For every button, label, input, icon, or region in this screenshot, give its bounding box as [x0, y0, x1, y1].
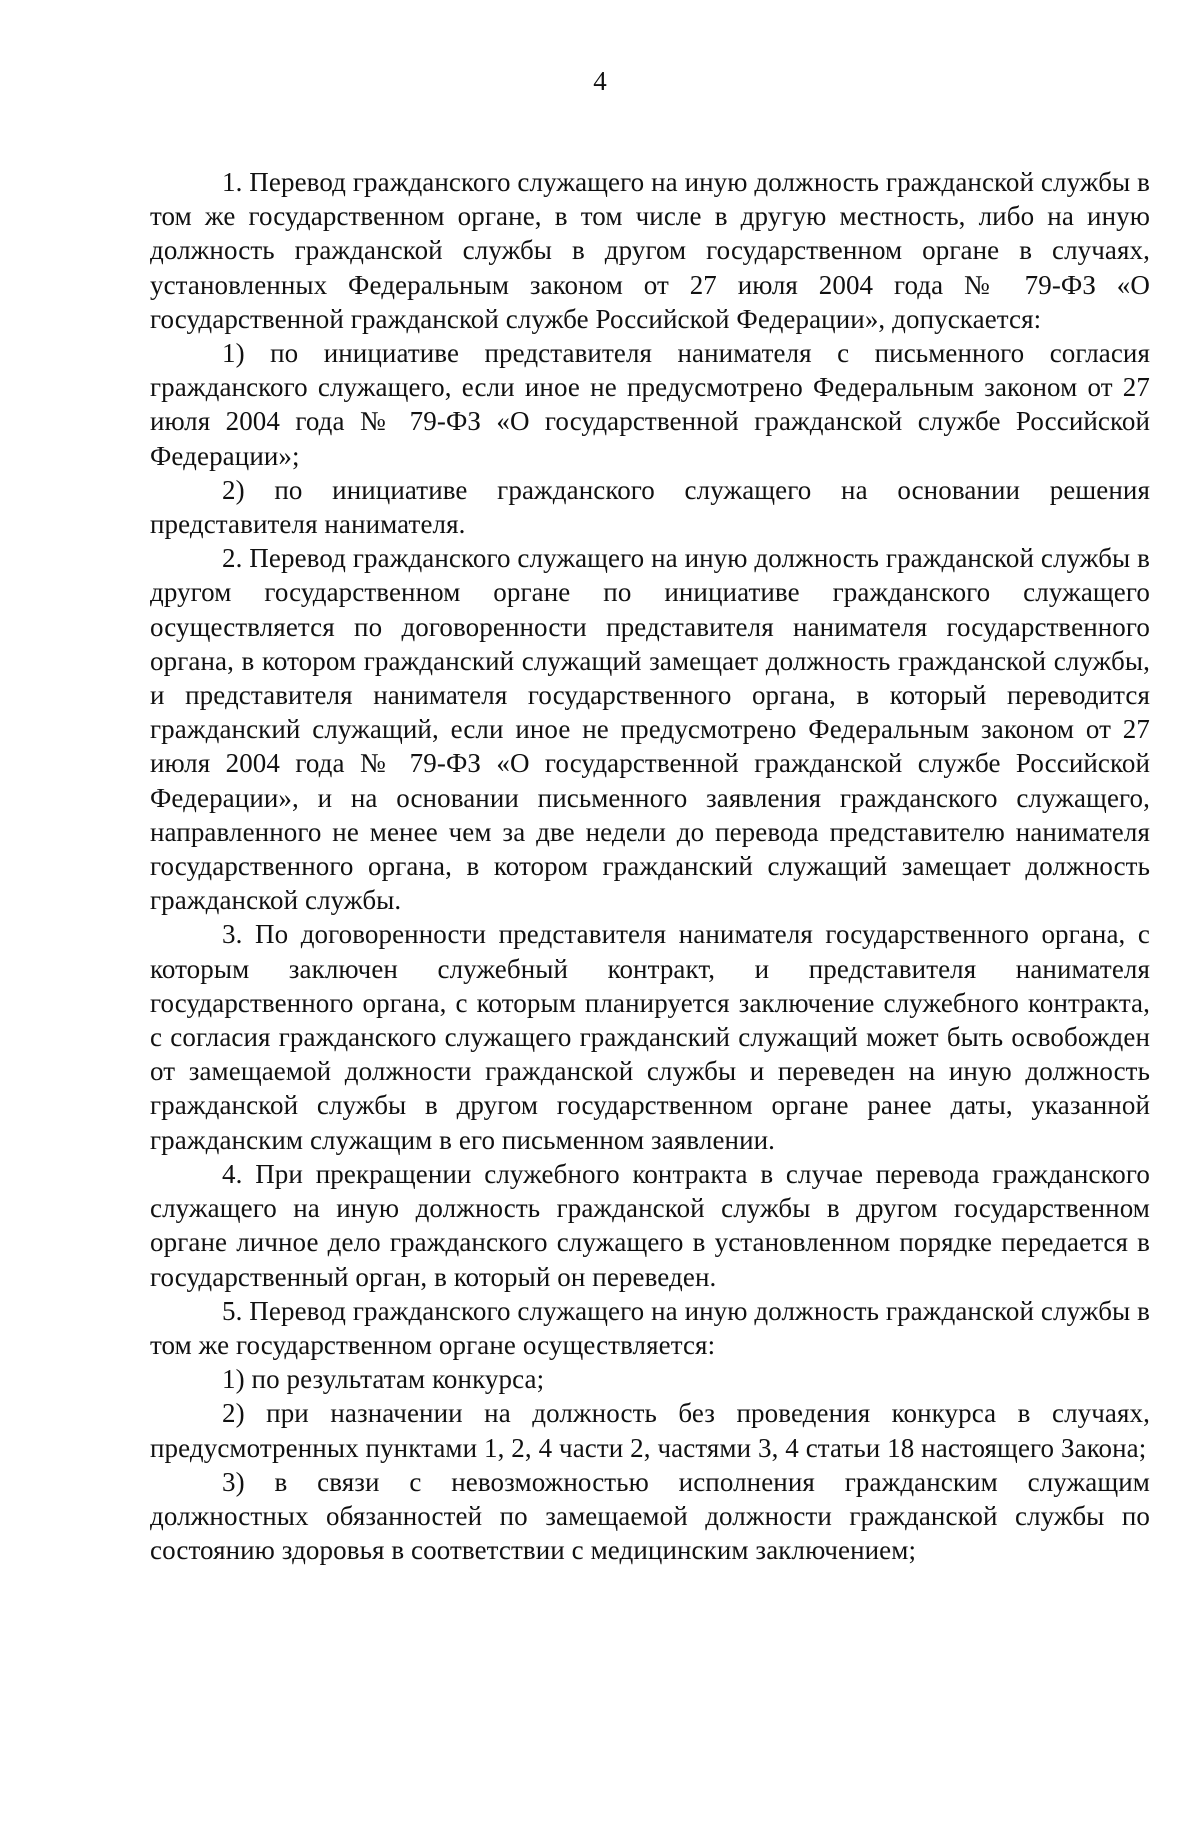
page-number: 4	[593, 66, 607, 96]
document-body	[150, 165, 1150, 1567]
paragraph-3: 2) по инициативе гражданского служащего на основании решения представителя нанимателя.	[150, 474, 1150, 540]
paragraph-8: 1) по результатам конкурса;	[222, 1364, 545, 1395]
paragraph-6: 4. При прекращении служебного контракта в случае перевода гражданского служащего на иную должность гражданской службы в другом государственном органе личное дело гражданского служащего в установленном порядке передается в государственный орган, в который он переведен.	[150, 1158, 1150, 1292]
paragraph-2: 1) по инициативе представителя нанимателя с письменного согласия гражданского служащего, если иное не предусмотрено Федеральным законом от 27 июля 2004 года № 79-ФЗ «О государственной гражданской службе Российской Федерации»;	[150, 338, 1150, 471]
paragraph-5: 3. По договоренности представителя нанимателя государственного органа, с которым заключен служебный контракт, и представителя нанимателя государственного органа, с которым планируется заключение служебного контракта, с согласия гражданского служащего гражданский служащий может быть освобожден от замещаемой должности гражданской службы и переведен на иную должность гражданской службы в другом государственном органе ранее даты, указанной гражданским служащим в его письменном заявлении.	[150, 919, 1150, 1155]
paragraph-10: 3) в связи с невозможностью исполнения гражданским служащим должностных обязанностей по замещаемой должности гражданской службы по состоянию здоровья в соответствии с медицинским заключением;	[150, 1466, 1150, 1566]
paragraph-7: 5. Перевод гражданского служащего на иную должность гражданской службы в том же государственном органе осуществляется:	[150, 1295, 1150, 1360]
paragraph-4: 2. Перевод гражданского служащего на иную должность гражданской службы в другом государственном органе по инициативе гражданского служащего осуществляется по договоренности представителя нанимателя государственного органа, в котором гражданский служащий замещает должность гражданской службы, и представителя нанимателя государственного органа, в который переводится гражданский служащий, если иное не предусмотрено Федеральным законом от 27 июля 2004 года № 79-ФЗ «О государственной гражданской службе Российской Федерации», и на основании письменного заявления гражданского служащего, направленного не менее чем за две недели до перевода представителю нанимателя государственного органа, в котором гражданский служащий замещает должность гражданской службы.	[150, 543, 1150, 916]
paragraph-9: 2) при назначении на должность без проведения конкурса в случаях, предусмотренных пунктами 1, 2, 4 части 2, частями 3, 4 статьи 18 настоящего Закона;	[150, 1398, 1150, 1463]
paragraph-1: 1. Перевод гражданского служащего на иную должность гражданской службы в том же государственном органе, в том числе в другую местность, либо на иную должность гражданской службы в другом государственном органе в случаях, установленных Федеральным законом от 27 июля 2004 года № 79-ФЗ «О государственной гражданской службе Российской Федерации», допускается:	[150, 167, 1150, 334]
